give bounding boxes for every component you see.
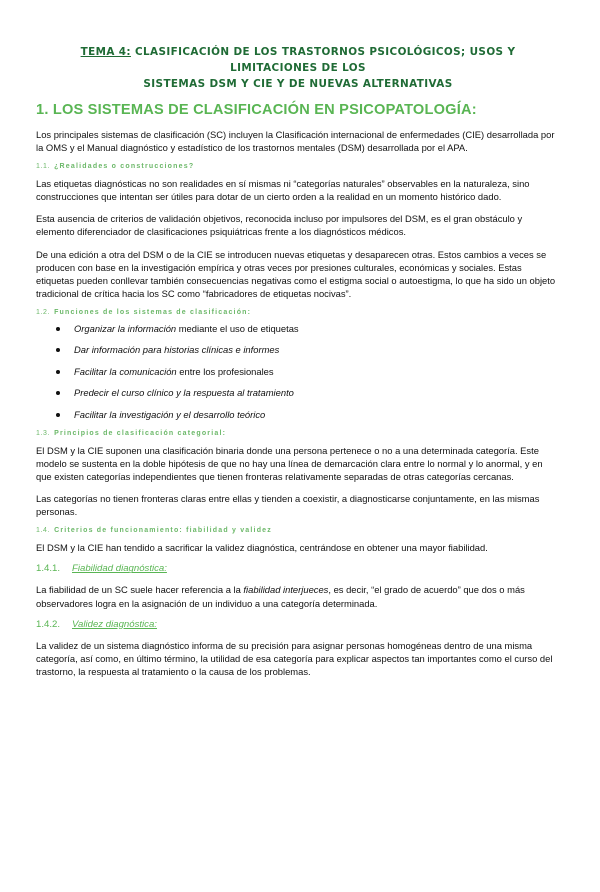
item-emphasis: Dar información para historias clínicas e informes bbox=[74, 344, 280, 356]
subsection-number: 1.4.1. bbox=[36, 563, 61, 575]
subsection-1-4-2-heading bbox=[36, 619, 560, 630]
paragraph: Las etiquetas diagnósticas no son realidades en sí mismas ni “categorías naturales” observables en la naturaleza, sino construcciones que intentan ser útiles para dotar de un cierto orden a la realidad en un momento histórico dado. bbox=[36, 178, 530, 203]
text-segment: , es decir, “el grado de acuerdo” que dos o más observadores logra en la asignación de un individuo a una categoría determinada. bbox=[36, 584, 525, 609]
paragraph: La validez de un sistema diagnóstico informa de su precisión para asignar personas homogéneas dentro de una misma categoría, así como, en último término, la utilidad de esa categoría para explicar aspectos tan importantes como el curso del trastorno, la respuesta al tratamiento o la causa de los problemas. bbox=[36, 639, 553, 677]
document-page bbox=[0, 44, 600, 892]
list-item bbox=[36, 409, 560, 421]
subsection-1-1-heading bbox=[36, 163, 560, 170]
text-segment: La fiabilidad de un SC suele hacer referencia a la bbox=[36, 584, 244, 596]
subsection-title: ¿Realidades o construcciones? bbox=[54, 163, 195, 171]
document-title bbox=[36, 44, 560, 92]
subsection-title: Fiabilidad diagnóstica: bbox=[72, 563, 167, 575]
item-emphasis: Organizar la información bbox=[74, 322, 177, 334]
title-line-1: CLASIFICACIÓN DE LOS TRASTORNOS PSICOLÓGICOS; USOS Y LIMITACIONES DE LOS bbox=[130, 46, 516, 74]
functions-list bbox=[36, 323, 560, 421]
list-item bbox=[36, 344, 560, 356]
bullet-icon bbox=[56, 348, 60, 352]
subsection-1-4-heading bbox=[36, 527, 560, 534]
subsection-1-4-1-heading bbox=[36, 563, 560, 574]
item-text: mediante el uso de etiquetas bbox=[176, 322, 299, 334]
subsection-number: 1.4. bbox=[36, 527, 51, 535]
item-emphasis: Facilitar la comunicación bbox=[74, 365, 177, 377]
list-item bbox=[36, 366, 560, 378]
section-1-heading: 1. LOS SISTEMAS DE CLASIFICACIÓN EN PSICOPATOLOGÍA: bbox=[36, 102, 477, 118]
text-emphasis: fiabilidad interjueces bbox=[243, 584, 329, 596]
section-1-intro: Los principales sistemas de clasificación (SC) incluyen la Clasificación internacional de enfermedades (CIE) desarrollada por la OMS y el Manual diagnóstico y estadístico de los trastornos mentales (DSM) desarrollada por el APA. bbox=[36, 129, 555, 154]
subsection-title: Principios de clasificación categorial: bbox=[54, 429, 227, 437]
subsection-1-3-heading bbox=[36, 430, 560, 437]
paragraph bbox=[36, 583, 560, 609]
bullet-icon bbox=[56, 370, 60, 374]
bullet-icon bbox=[56, 391, 60, 395]
list-item bbox=[36, 387, 560, 399]
paragraph: El DSM y la CIE suponen una clasificación binaria donde una persona pertenece o no a una determinada categoría. Este modelo se sustenta en la doble hipótesis de que no hay una línea de demarcación clara entre lo normal y lo anormal, y en que existen categorías independientes que tienen fronteras relativamente separadas de otras categorías cercanas. bbox=[36, 444, 543, 483]
subsection-title: Funciones de los sistemas de clasificación: bbox=[54, 308, 252, 316]
list-item bbox=[36, 323, 560, 335]
item-emphasis: Facilitar la investigación y el desarrollo teórico bbox=[74, 408, 266, 420]
subsection-number: 1.2. bbox=[36, 308, 51, 316]
bullet-icon bbox=[56, 413, 60, 417]
subsection-number: 1.1. bbox=[36, 163, 51, 171]
paragraph: De una edición a otra del DSM o de la CIE se introducen nuevas etiquetas y desaparecen otras. Estos cambios a veces se producen con base en la investigación empírica y otras veces por presiones culturales, económicas y sociales. Estas etiquetas pueden conllevar también consecuencias negativas como el estigma social o autoestigma, lo que ha sido un objeto tradicional de crítica hacia los SC como “fabricadores de etiquetas nocivas”. bbox=[36, 248, 556, 299]
paragraph: Esta ausencia de criterios de validación objetivos, reconocida incluso por impulsores del DSM, es el gran obstáculo y elemento diferenciador de clasificaciones psiquiátricas frente a los diagnósticos médicos. bbox=[36, 213, 523, 238]
title-prefix: TEMA 4: bbox=[80, 46, 131, 58]
bullet-icon bbox=[56, 327, 60, 331]
subsection-number: 1.4.2. bbox=[36, 618, 61, 630]
paragraph: El DSM y la CIE han tendido a sacrificar la validez diagnóstica, centrándose en obtener una mayor fiabilidad. bbox=[36, 542, 488, 554]
subsection-1-2-heading bbox=[36, 309, 560, 316]
title-line-2: SISTEMAS DSM Y CIE Y DE NUEVAS ALTERNATIVAS bbox=[143, 78, 453, 90]
subsection-number: 1.3. bbox=[36, 429, 51, 437]
item-text: entre los profesionales bbox=[176, 365, 274, 377]
paragraph: Las categorías no tienen fronteras claras entre ellas y tienden a coexistir, a diagnosticarse conjuntamente, en las mismas personas. bbox=[36, 493, 540, 518]
subsection-title: Criterios de funcionamiento: fiabilidad y validez bbox=[54, 527, 272, 535]
subsection-title: Validez diagnóstica: bbox=[72, 618, 157, 630]
item-emphasis: Predecir el curso clínico y la respuesta al tratamiento bbox=[74, 387, 294, 399]
